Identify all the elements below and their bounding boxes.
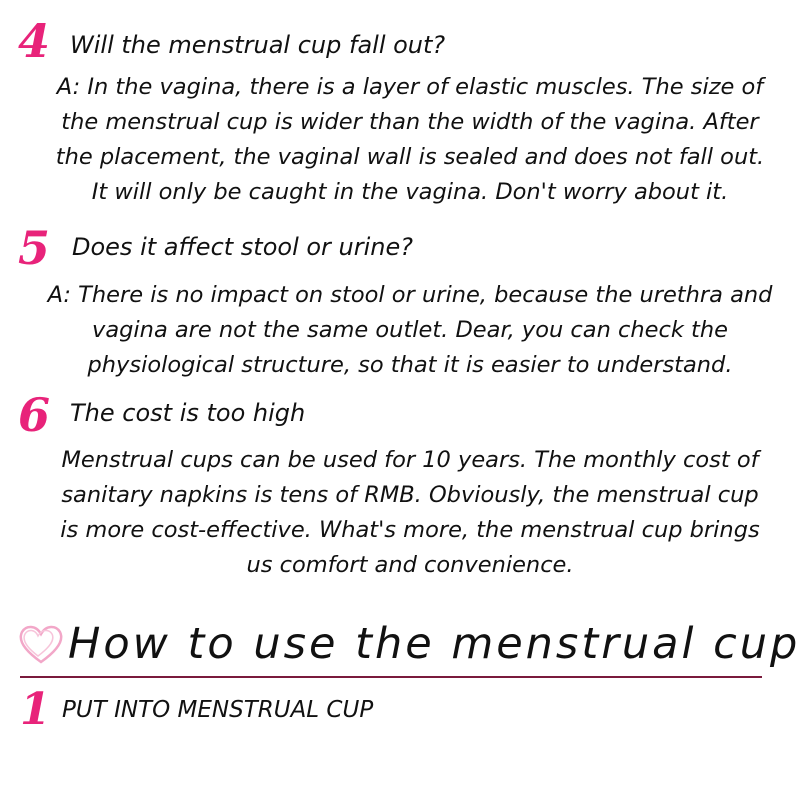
answer-5-line-1: A: There is no impact on stool or urine, because the urethra and bbox=[47, 282, 773, 308]
answer-5-line-2: vagina are not the same outlet. Dear, you can check the bbox=[92, 317, 728, 343]
section-number-5: 5 bbox=[18, 221, 51, 275]
answer-6-line-3: is more cost-effective. What's more, the menstrual cup brings bbox=[60, 517, 760, 543]
answer-5-line-3: physiological structure, so that it is easier to understand. bbox=[87, 352, 733, 378]
answer-6 bbox=[30, 443, 790, 583]
answer-4-line-4: It will only be caught in the vagina. Don't worry about it. bbox=[91, 179, 729, 205]
answer-6-line-2: sanitary napkins is tens of RMB. Obviously, the menstrual cup bbox=[61, 482, 759, 508]
answer-4 bbox=[30, 70, 790, 210]
answer-4-line-3: the placement, the vaginal wall is sealed and does not fall out. bbox=[55, 144, 765, 170]
heart-icon bbox=[16, 622, 66, 666]
section-number-4: 4 bbox=[18, 14, 51, 68]
section-number-6: 6 bbox=[18, 388, 51, 442]
question-6: The cost is too high bbox=[70, 399, 306, 427]
question-5: Does it affect stool or urine? bbox=[72, 233, 414, 261]
answer-4-line-2: the menstrual cup is wider than the width of the vagina. After bbox=[61, 109, 759, 135]
answer-6-line-1: Menstrual cups can be used for 10 years. The monthly cost of bbox=[61, 447, 759, 473]
answer-4-line-1: A: In the vagina, there is a layer of elastic muscles. The size of bbox=[56, 74, 764, 100]
answer-6-line-4: us comfort and convenience. bbox=[246, 552, 574, 578]
answer-5 bbox=[30, 278, 790, 383]
divider bbox=[20, 676, 762, 678]
howto-title: How to use the menstrual cup bbox=[68, 619, 800, 669]
step-1-text: PUT INTO MENSTRUAL CUP bbox=[62, 697, 374, 723]
question-4: Will the menstrual cup fall out? bbox=[70, 31, 446, 59]
step-number-1: 1 bbox=[20, 684, 51, 735]
